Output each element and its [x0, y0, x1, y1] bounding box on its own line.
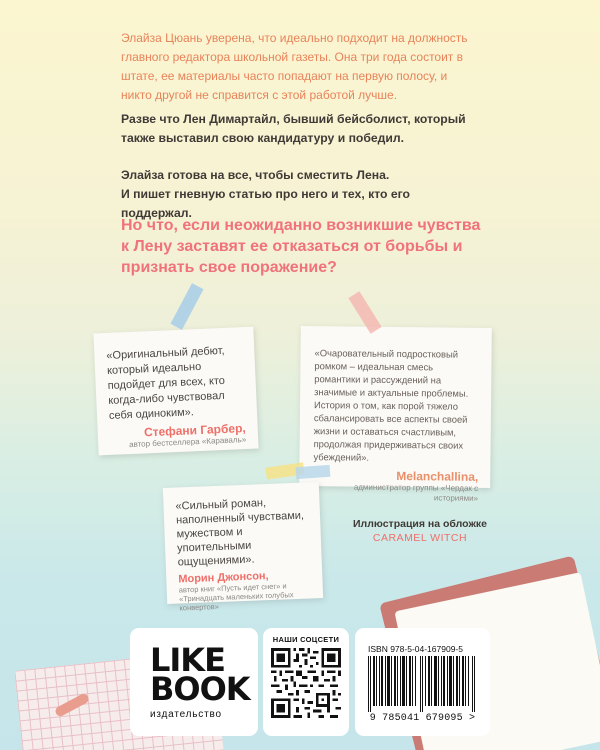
review-quote: «Оригинальный дебют, который идеально подойдет для всех, кто когда-либо чувствовал себя одиноким».: [106, 344, 226, 422]
illustration-artist: CARAMEL WITCH: [372, 532, 468, 544]
review-quote: «Очаровательный подростковый ромком – идеальная смесь романтики и рассуждений на значимые и актуальные проблемы. История о том, как порой тяжело сбалансировать все аспекты своей жизни и оставаться счастливым, продолжая придерживаться своих убеждений».: [313, 347, 469, 463]
review-author-role: администратор группы «Чердак с историями»: [353, 482, 479, 503]
review-note-3: [163, 482, 323, 613]
blurb-paragraph-1: Элайза Цюань уверена, что идеально подходит на должность главного редактора школьной газеты. Она три года состоит в штате, ее материалы часто попадают на первую полосу, и никто другой не справится с этой работой лучше.: [121, 31, 468, 102]
review-author-role: автор книг «Пусть идет снег» и «Тринадцать маленьких голубых конвертов»: [178, 581, 294, 613]
barcode-icon: [366, 656, 478, 712]
illustration-label: Иллюстрация на обложке: [353, 518, 487, 530]
review-note-2: [299, 326, 492, 503]
illustration-credit: [335, 517, 505, 545]
review-author: Melanchallina,: [396, 469, 479, 484]
blurb-paragraph-2: Разве что Лен Димартайл, бывший бейсболист, который также выставил свою кандидатуру и победил.: [121, 112, 466, 145]
blurb-paragraph-3-line-2: И пишет гневную статью про него и тех, кто его поддержал.: [121, 187, 410, 220]
review-author: Стефани Гарбер,: [143, 421, 246, 440]
publisher-logo-like: LIKE: [150, 641, 225, 679]
blurb-paragraph-3-line-1: Элайза готова на все, чтобы сместить Лена.: [121, 168, 390, 182]
isbn-text: ISBN 978-5-04-167909-5: [368, 644, 463, 654]
tape-decoration: [296, 465, 331, 479]
review-note-1: [93, 327, 258, 456]
review-author: Морин Джонсон,: [178, 570, 269, 586]
barcode-digits: 9 785041 679095 >: [369, 713, 476, 724]
qr-code-icon[interactable]: [271, 648, 341, 718]
review-quote: «Сильный роман, наполненный чувствами, мужеством и упоительными ощущениями».: [175, 497, 305, 569]
tape-decoration: [170, 283, 203, 330]
review-author-role: автор бестселлера «Караваль»: [128, 434, 247, 450]
publisher-logo-book: BOOK: [150, 670, 250, 708]
social-label: НАШИ СОЦСЕТИ: [272, 635, 340, 644]
publisher-subtitle: издательство: [150, 709, 222, 720]
blurb-tagline: Но что, если неожиданно возникшие чувства к Лену заставят ее отказаться от борьбы и признать свое поражение?: [121, 217, 481, 276]
